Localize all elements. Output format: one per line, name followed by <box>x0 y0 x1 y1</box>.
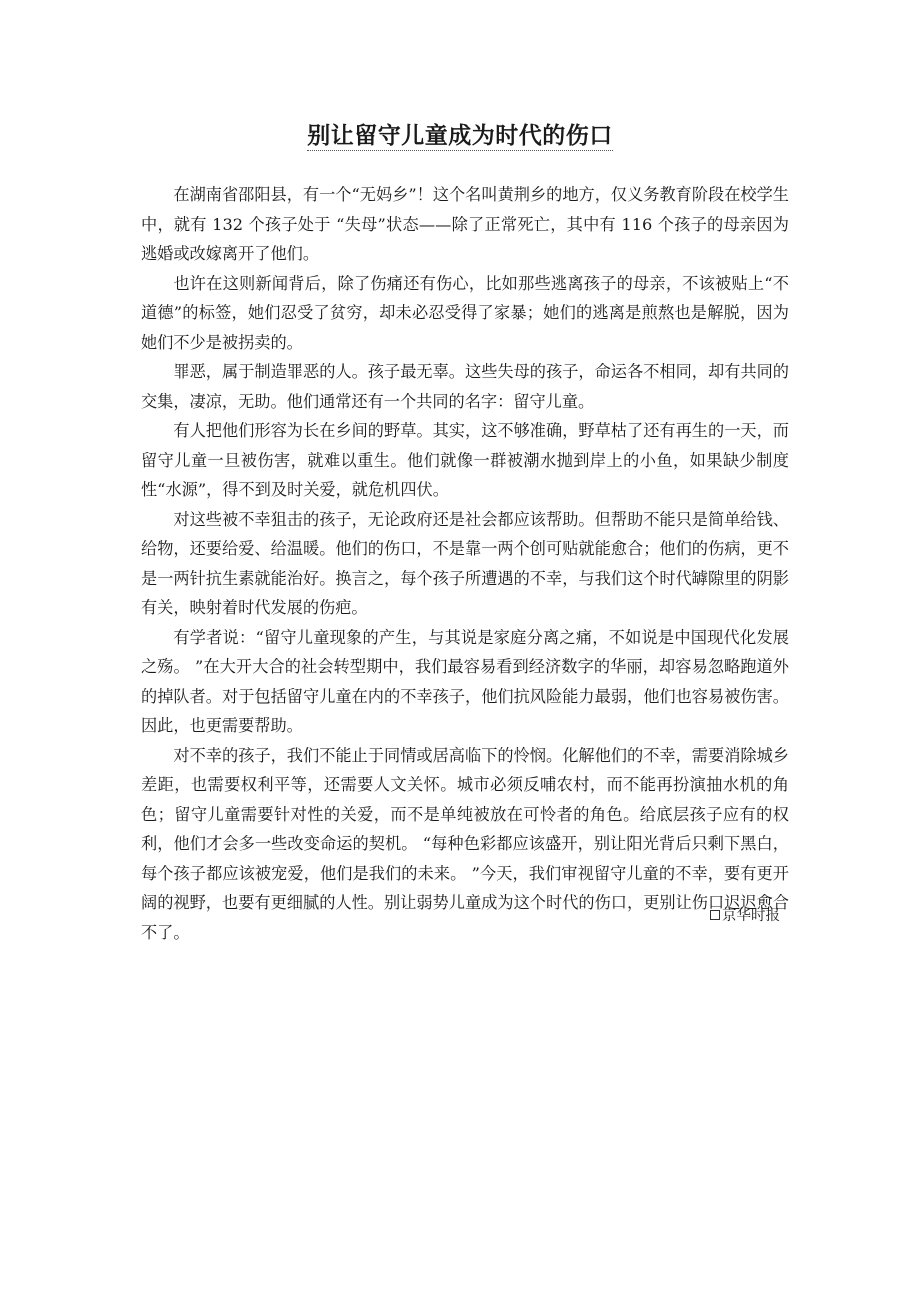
paragraph-4: 有人把他们形容为长在乡间的野草。其实，这不够准确，野草枯了还有再生的一天，而留守儿童一旦被伤害，就难以重生。他们就像一群被潮水抛到岸上的小鱼，如果缺少制度性“水源”，得不到及时关爱，就危机四伏。 <box>141 421 789 499</box>
title-text: 别让留守儿童成为时代的伤口 <box>307 123 613 149</box>
paragraph-2: 也许在这则新闻背后，除了伤痛还有伤心，比如那些逃离孩子的母亲，不该被贴上“不道德”的标签，她们忍受了贫穷，却未必忍受得了家暴；她们的逃离是煎熬也是解脱，因为她们不少是被拐卖的。 <box>141 273 789 352</box>
document-title <box>0 119 920 153</box>
source-label: 京华时报 <box>722 908 780 924</box>
box-icon <box>710 910 720 920</box>
paragraph-1: 在湖南省邵阳县，有一个“无妈乡”！这个名叫黄荆乡的地方，仅义务教育阶段在校学生中，就有 132 个孩子处于 “失母”状态——除了正常死亡，其中有 116 个孩子的母亲因为逃婚或改嫁离开了他们。 <box>141 185 789 263</box>
article-source <box>560 905 780 927</box>
article-body <box>141 180 789 947</box>
paragraph-6: 有学者说：“留守儿童现象的产生，与其说是家庭分离之痛，不如说是中国现代化发展之殇。 ”在大开大合的社会转型期中，我们最容易看到经济数字的华丽，却容易忽略跑道外的掉队者。对于包括留守儿童在内的不幸孩子，他们抗风险能力最弱，他们也容易被伤害。因此，也更需要帮助。 <box>141 627 789 735</box>
paragraph-3: 罪恶，属于制造罪恶的人。孩子最无辜。这些失母的孩子，命运各不相同，却有共同的交集，凄凉，无助。他们通常还有一个共同的名字：留守儿童。 <box>141 362 789 411</box>
paragraph-7: 对不幸的孩子，我们不能止于同情或居高临下的怜悯。化解他们的不幸，需要消除城乡差距，也需要权利平等，还需要人文关怀。城市必须反哺农村，而不能再扮演抽水机的角色；留守儿童需要针对性的关爱，而不是单纯被放在可怜者的角色。给底层孩子应有的权利，他们才会多一些改变命运的契机。 “每种色彩都应该盛开，别让阳光背后只剩下黑白，每个孩子都应该被宠爱，他们是我们的未来。 ”今天，我们审视留守儿童的不幸，要有更开阔的视野，也要有更细腻的人性。别让弱势儿童成为这个时代的伤口，更别让伤口迟迟愈合不了。 <box>141 745 789 942</box>
paragraph-5: 对这些被不幸狙击的孩子，无论政府还是社会都应该帮助。但帮助不能只是简单给钱、给物，还要给爱、给温暖。他们的伤口，不是靠一两个创可贴就能愈合；他们的伤病，更不是一两针抗生素就能治好。换言之，每个孩子所遭遇的不幸，与我们这个时代罅隙里的阴影有关，映射着时代发展的伤疤。 <box>141 509 789 617</box>
